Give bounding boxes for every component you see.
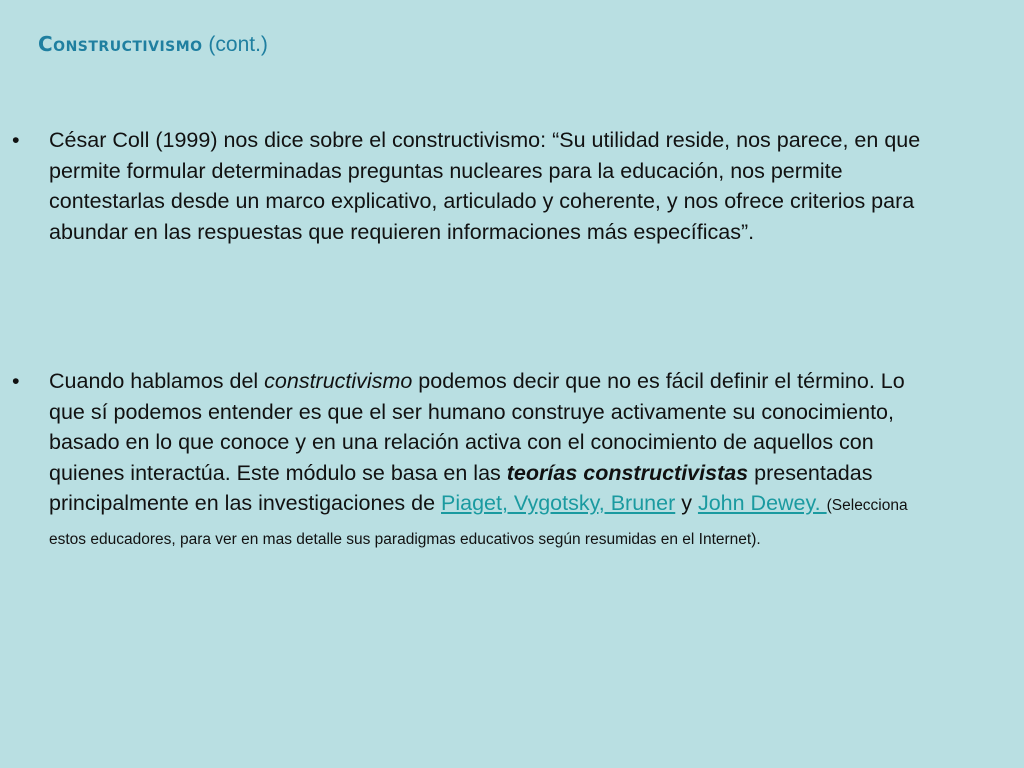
link-john-dewey[interactable]: John Dewey. bbox=[697, 491, 827, 515]
slide-title bbox=[38, 32, 268, 57]
text-segment: presentadas principalmente en las investigaciones de bbox=[49, 460, 873, 515]
bullet-marker: • bbox=[12, 369, 20, 393]
bullet-item-cesar-coll bbox=[12, 125, 932, 247]
bullet-item-constructivismo bbox=[12, 366, 932, 555]
slide-title-main: Constructivismo bbox=[38, 32, 203, 56]
bullet-text-cesar-coll: César Coll (1999) nos dice sobre el constructivismo: “Su utilidad reside, nos parece, en que permite formular determinadas preguntas nucleares para la educación, nos permite contestarlas desde un marco explicativo, articulado y coherente, y nos ofrece criterios para abundar en las respuestas que requieren informaciones más específicas”. bbox=[49, 128, 921, 244]
link-piaget-vygotsky-bruner[interactable]: Piaget, Vygotsky, Bruner bbox=[441, 491, 676, 515]
bullet-text-constructivismo bbox=[49, 366, 929, 555]
selection-note: (Selecciona estos educadores, para ver en mas detalle sus paradigmas educativos según resumidas en el Internet). bbox=[49, 497, 908, 548]
text-segment: y bbox=[675, 491, 698, 515]
slide-title-suffix: (cont.) bbox=[202, 33, 268, 56]
italic-term: constructivismo bbox=[264, 369, 413, 393]
text-segment: Cuando hablamos del bbox=[49, 369, 265, 393]
text-segment: podemos decir que no es fácil definir el término. Lo que sí podemos entender es que el ser humano construye activamente su conocimiento, basado en lo que conoce y en una relación activa con el conocimiento de aquellos con quienes interactúa. Este módulo se basa en las bbox=[49, 369, 905, 485]
bold-italic-term: teorías constructivistas bbox=[506, 460, 749, 485]
bullet-marker: • bbox=[12, 128, 20, 152]
